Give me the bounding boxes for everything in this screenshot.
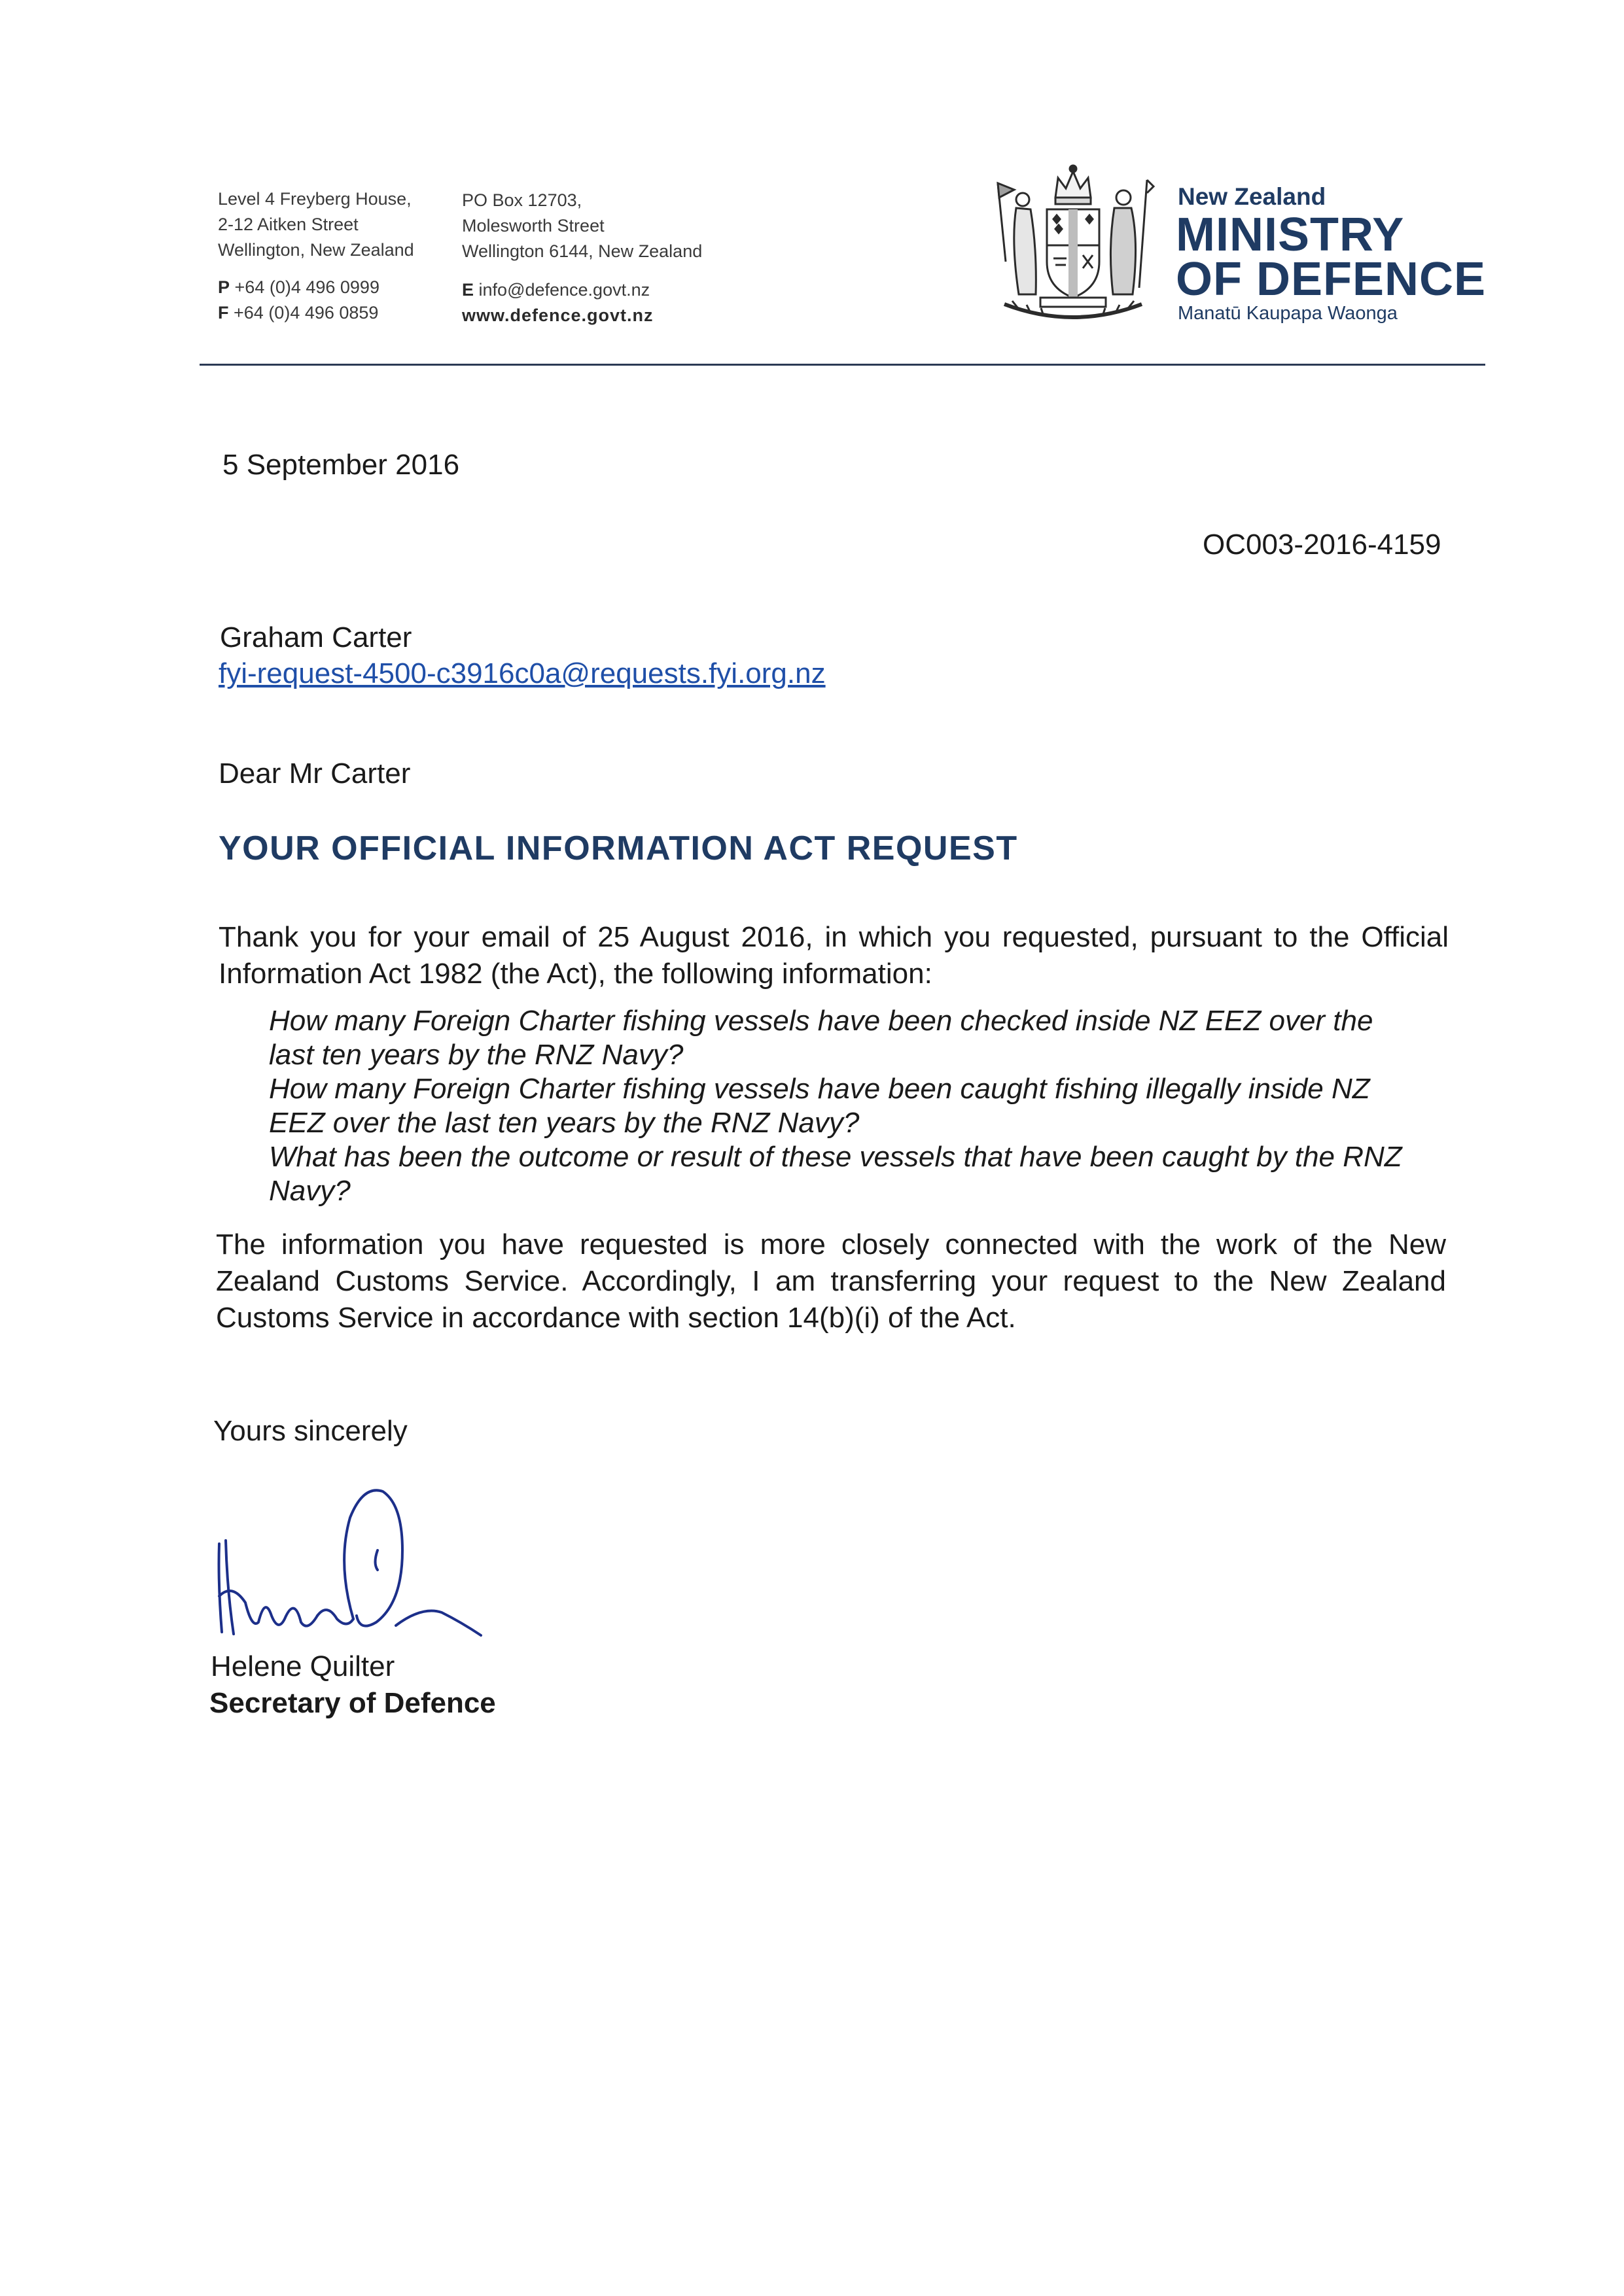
question-item: How many Foreign Charter fishing vessels have been caught fishing illegally inside NZ EEZ over the last ten years by the RNZ Navy? xyxy=(269,1073,1370,1139)
address-line: Level 4 Freyberg House, xyxy=(218,189,412,209)
website: www.defence.govt.nz xyxy=(462,305,654,325)
email-web xyxy=(462,277,654,328)
recipient-name: Graham Carter xyxy=(220,621,412,653)
email-line: E info@defence.govt.nz xyxy=(462,280,650,300)
reference-number: OC003-2016-4159 xyxy=(1203,529,1441,561)
org-name-line2: OF DEFENCE xyxy=(1176,253,1487,305)
org-country: New Zealand xyxy=(1178,183,1326,210)
intro-paragraph: Thank you for your email of 25 August 2016, in which you requested, pursuant to the Official Information Act 1982 (the Act), the following information: xyxy=(219,921,1449,990)
address-line: 2-12 Aitken Street xyxy=(218,215,359,234)
letter-title: YOUR OFFICIAL INFORMATION ACT REQUEST xyxy=(219,829,1018,867)
fax-line: F +64 (0)4 496 0859 xyxy=(218,303,379,322)
transfer-paragraph: The information you have requested is more closely connected with the work of the New Zealand Customs Service. Accordingly, I am transferring your request to the New Zealand Customs Service in accordance with section 14(b)(i) of the Act. xyxy=(216,1228,1446,1334)
question-list xyxy=(269,1004,1421,1208)
handwritten-signature xyxy=(206,1465,501,1661)
closing: Yours sincerely xyxy=(213,1415,408,1447)
signatory-name: Helene Quilter xyxy=(211,1650,395,1682)
phone-fax xyxy=(218,275,380,326)
po-line: Molesworth Street xyxy=(462,216,605,235)
fax-number: +64 (0)4 496 0859 xyxy=(234,303,379,322)
phone-line: P +64 (0)4 496 0999 xyxy=(218,277,380,297)
po-line: PO Box 12703, xyxy=(462,190,582,210)
org-email: info@defence.govt.nz xyxy=(478,280,650,300)
address-line: Wellington, New Zealand xyxy=(218,240,414,260)
street-address xyxy=(218,186,414,263)
org-maori-name: Manatū Kaupapa Waonga xyxy=(1178,303,1398,324)
signatory-title: Secretary of Defence xyxy=(209,1687,496,1719)
nz-coat-of-arms-icon xyxy=(985,164,1161,330)
question-item: What has been the outcome or result of these vessels that have been caught by the RNZ Navy? xyxy=(269,1141,1402,1207)
recipient-email-link[interactable]: fyi-request-4500-c3916c0a@requests.fyi.org.nz xyxy=(219,657,826,689)
letter-date: 5 September 2016 xyxy=(222,449,460,481)
po-line: Wellington 6144, New Zealand xyxy=(462,241,703,261)
postal-address xyxy=(462,188,702,264)
phone-number: +64 (0)4 496 0999 xyxy=(234,277,380,297)
salutation: Dear Mr Carter xyxy=(219,757,411,790)
letterhead-divider xyxy=(200,364,1485,366)
question-item: How many Foreign Charter fishing vessels have been checked inside NZ EEZ over the last ten years by the RNZ Navy? xyxy=(269,1005,1373,1071)
org-name-line1: MINISTRY xyxy=(1176,209,1405,261)
